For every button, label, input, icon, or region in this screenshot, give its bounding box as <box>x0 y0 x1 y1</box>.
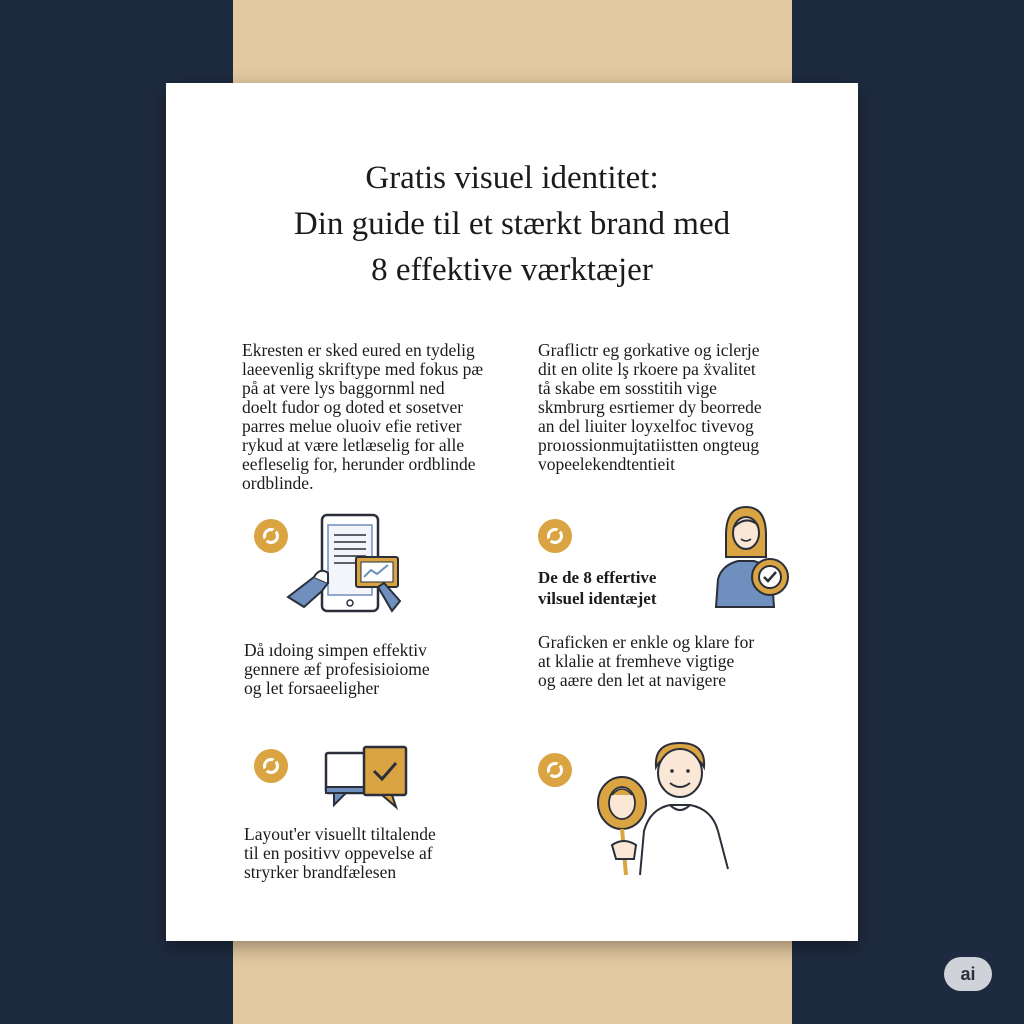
badge-icon <box>254 519 288 553</box>
text-line: parres melue oluoiv efie retiver <box>242 416 462 436</box>
heading-line-2: vilsuel identæjet <box>538 589 657 608</box>
text-line: på at vere lys baggornml ned <box>242 378 445 398</box>
intro-paragraph-right <box>538 341 762 474</box>
title-line-2: Din guide til et stærkt brand med <box>293 206 731 242</box>
text-line: Layout'er visuellt tiltalende <box>244 824 436 844</box>
text-line: skmbrurg esrtiemer dy beorrede <box>538 397 762 417</box>
page-title <box>166 155 858 293</box>
tablet-chart-illustration <box>284 511 404 615</box>
text-line: Graflictr eg gorkative og iclerje <box>538 340 760 360</box>
text-line: til en positivv oppevelse af <box>244 843 433 863</box>
text-line: Graficken er enkle og klare for <box>538 632 755 652</box>
text-line: og aære den let at navigere <box>538 670 727 690</box>
text-line: ordblinde. <box>242 473 314 493</box>
text-line: gennere æf profesisioiome <box>244 659 430 679</box>
text-line: Ekresten er sked eured en tydelig <box>242 340 475 360</box>
man-holding-portrait-illustration <box>594 739 736 879</box>
title-line-3: 8 effektive værktæjer <box>371 252 653 288</box>
ai-watermark: ai <box>944 957 992 991</box>
text-line: tå skabe em sosstitih vige <box>538 378 717 398</box>
heading-line-1: De de 8 effertive <box>538 568 657 587</box>
text-line: an del liuiter loyxelfoc tivevog <box>538 416 754 436</box>
badge-icon <box>538 519 572 553</box>
text-line: dit en olite lş rkoere pa ẍvalitet <box>538 359 756 379</box>
chat-checkmark-illustration <box>322 743 412 811</box>
text-line: og let forsaeeligher <box>244 678 380 698</box>
woman-with-badge-illustration <box>710 505 794 609</box>
text-line: laeevenlig skriftype med fokus pæ <box>242 359 484 379</box>
feature-text-left-1 <box>244 641 430 698</box>
badge-icon <box>254 749 288 783</box>
text-line: eefleselig for, herunder ordblinde <box>242 454 476 474</box>
intro-paragraph-left <box>242 341 483 493</box>
text-line: Då ıdoing simpen effektiv <box>244 640 427 660</box>
text-line: proıossionmujtatiistten ongteug <box>538 435 760 455</box>
text-line: doelt fudor og doted et sosetver <box>242 397 464 417</box>
feature-text-left-2 <box>244 825 436 882</box>
feature-text-right-1 <box>538 633 754 690</box>
text-line: vopeelekendtentieit <box>538 454 676 474</box>
text-line: stryrker brandfælesen <box>244 862 397 882</box>
text-line: at klalie at fremheve vigtige <box>538 651 735 671</box>
badge-icon <box>538 753 572 787</box>
title-line-1: Gratis visuel identitet: <box>365 160 659 196</box>
infographic-page <box>166 83 858 941</box>
feature-heading <box>538 567 657 609</box>
text-line: rykud at være letlæselig for alle <box>242 435 465 455</box>
